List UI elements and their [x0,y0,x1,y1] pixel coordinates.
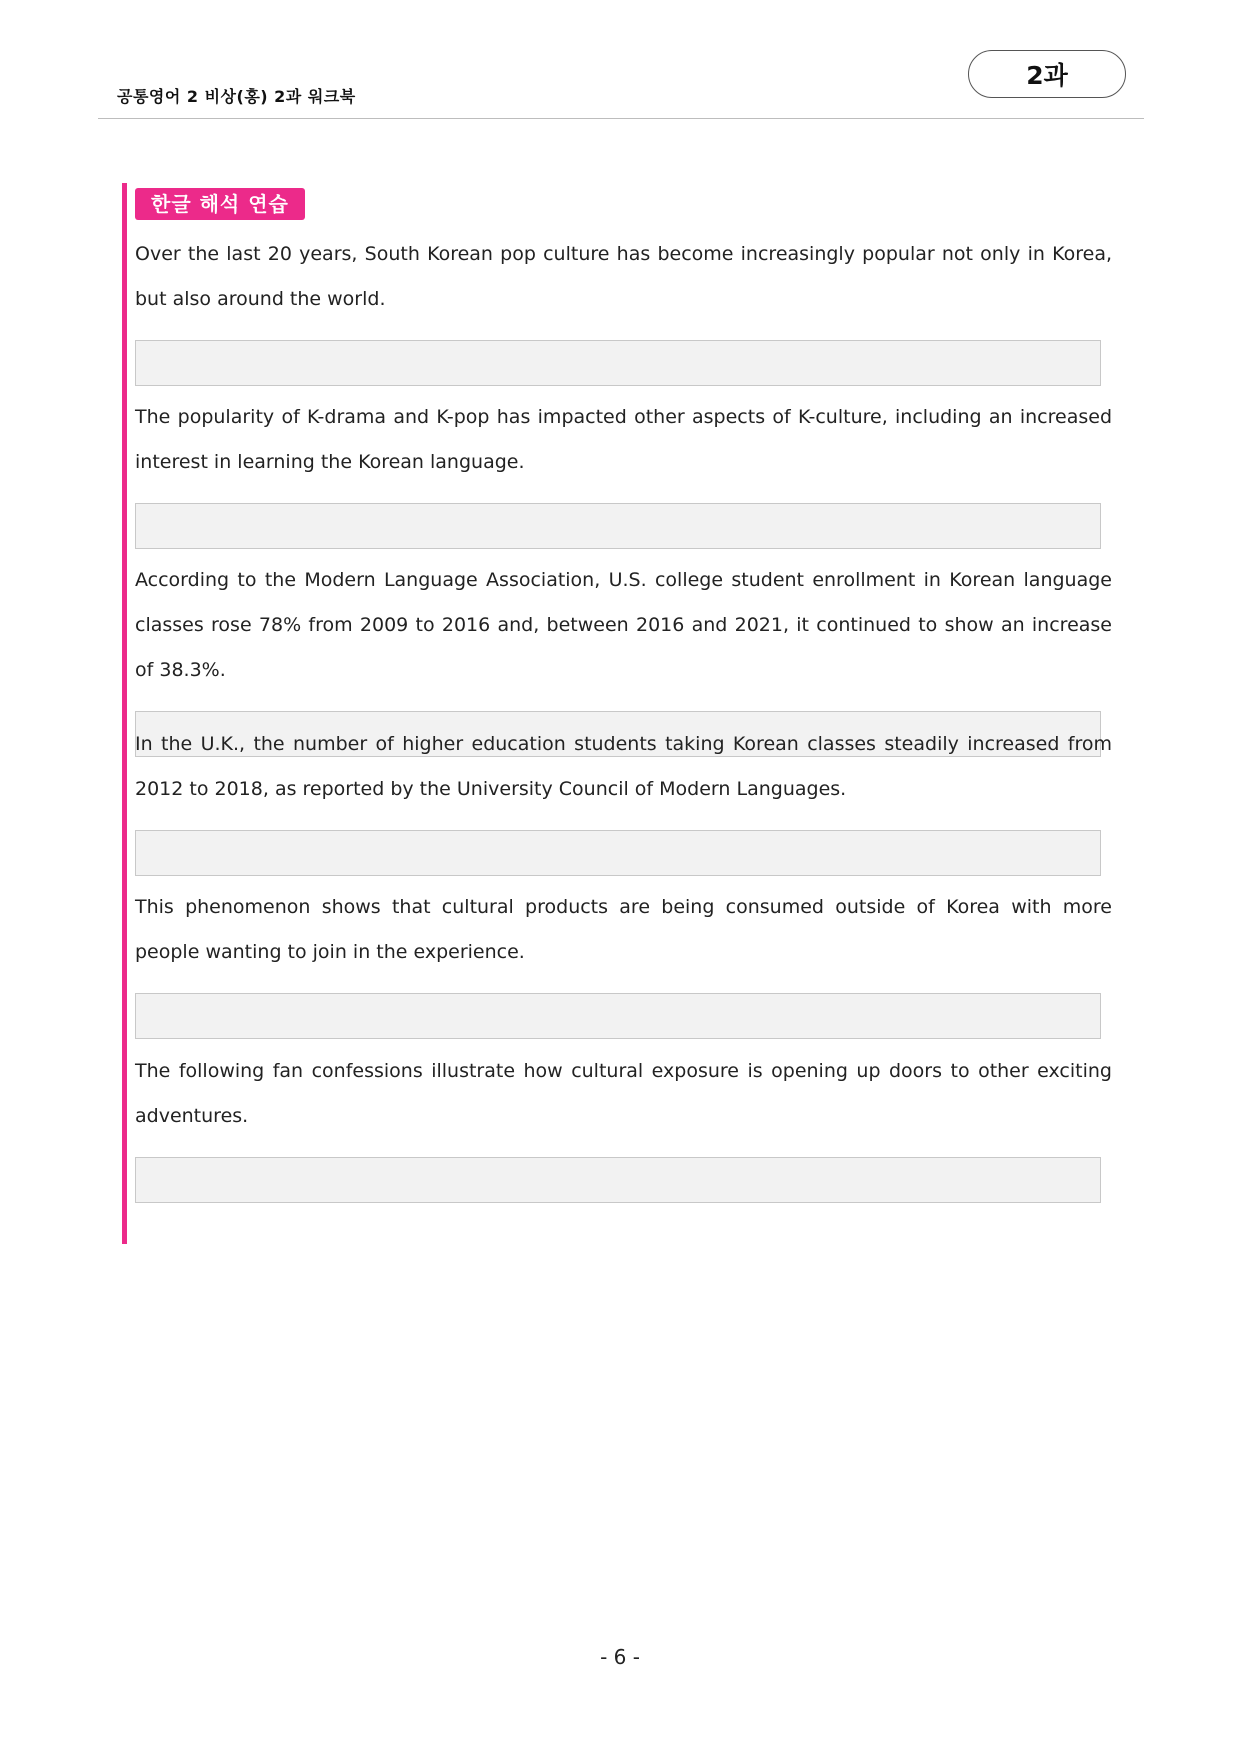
english-sentence: In the U.K., the number of higher education students taking Korean classes steadily increased from 2012 to 2018, as reported by the University Council of Modern Languages. [135,733,1112,800]
translation-answer-box[interactable] [135,993,1101,1039]
document-header-title: 공통영어 2 비상(홍) 2과 워크북 [117,87,356,106]
practice-item [135,885,1112,1039]
english-sentence: According to the Modern Language Association, U.S. college student enrollment in Korean language classes rose 78% from 2009 to 2016 and, between 2016 and 2021, it continued to show an increase of 38.3%. [135,569,1112,681]
practice-item [135,1049,1112,1203]
practice-item [135,722,1112,876]
page-number: - 6 - [600,1645,640,1669]
english-sentence: The following fan confessions illustrate how cultural exposure is opening up doors to other exciting adventures. [135,1060,1112,1127]
practice-item [135,395,1112,549]
header-divider [98,118,1144,119]
english-sentence: This phenomenon shows that cultural products are being consumed outside of Korea with more people wanting to join in the experience. [135,896,1112,963]
section-tag: 한글 해석 연습 [135,188,305,220]
lesson-badge: 2과 [968,50,1126,98]
translation-answer-box[interactable] [135,340,1101,386]
english-sentence: The popularity of K-drama and K-pop has impacted other aspects of K-culture, including an increased interest in learning the Korean language. [135,406,1112,473]
translation-answer-box[interactable] [135,503,1101,549]
practice-item [135,232,1112,386]
english-sentence: Over the last 20 years, South Korean pop culture has become increasingly popular not only in Korea, but also around the world. [135,243,1112,310]
translation-answer-box[interactable] [135,1157,1101,1203]
translation-answer-box[interactable] [135,830,1101,876]
